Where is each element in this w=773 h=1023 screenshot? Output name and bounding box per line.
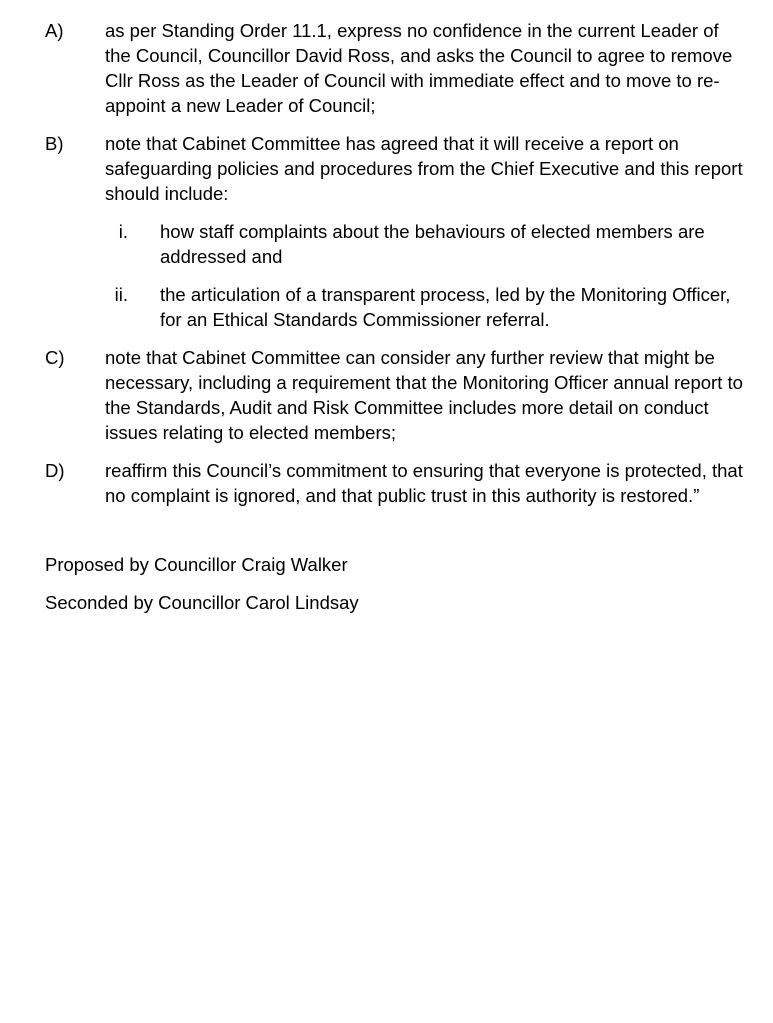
motion-item-d [45,458,753,508]
motion-subitem-i-text: how staff complaints about the behaviours of elected members are addressed and [160,221,705,267]
motion-item-d-text: reaffirm this Council’s commitment to ensuring that everyone is protected, that no complaint is ignored, and that public trust in this authority is restored.” [105,460,743,506]
motion-item-a-label: A) [45,20,64,41]
motion-item-b [45,131,753,206]
seconded-by-line: Seconded by Councillor Carol Lindsay [45,592,359,613]
motion-item-c-text: note that Cabinet Committee can consider any further review that might be necessary, including a requirement that the Monitoring Officer annual report to the Standards, Audit and Risk Committee includes more detail on conduct issues relating to elected members; [105,347,743,443]
motion-subitem-ii-text: the articulation of a transparent process, led by the Monitoring Officer, for an Ethical Standards Commissioner referral. [160,284,731,330]
motion-item-c-label: C) [45,347,65,368]
motion-item-b-label: B) [45,133,64,154]
motion-subitem-i [105,219,753,269]
motion-item-a-text: as per Standing Order 11.1, express no confidence in the current Leader of the Council, Councillor David Ross, and asks the Council to agree to remove Cllr Ross as the Leader of Council with immediate effect and to move to re- appoint a new Leader of Council; [105,20,733,116]
motion-item-a [45,18,753,118]
motion-subitem-ii-label: ii. [114,284,128,305]
motion-subitem-i-label: i. [118,221,128,242]
motion-item-c [45,345,753,445]
motion-item-d-label: D) [45,460,65,481]
motion-item-b-text: note that Cabinet Committee has agreed that it will receive a report on safeguarding policies and procedures from the Chief Executive and this report should include: [105,133,743,204]
proposed-by-line: Proposed by Councillor Craig Walker [45,554,348,575]
motion-subitem-ii [105,282,753,332]
